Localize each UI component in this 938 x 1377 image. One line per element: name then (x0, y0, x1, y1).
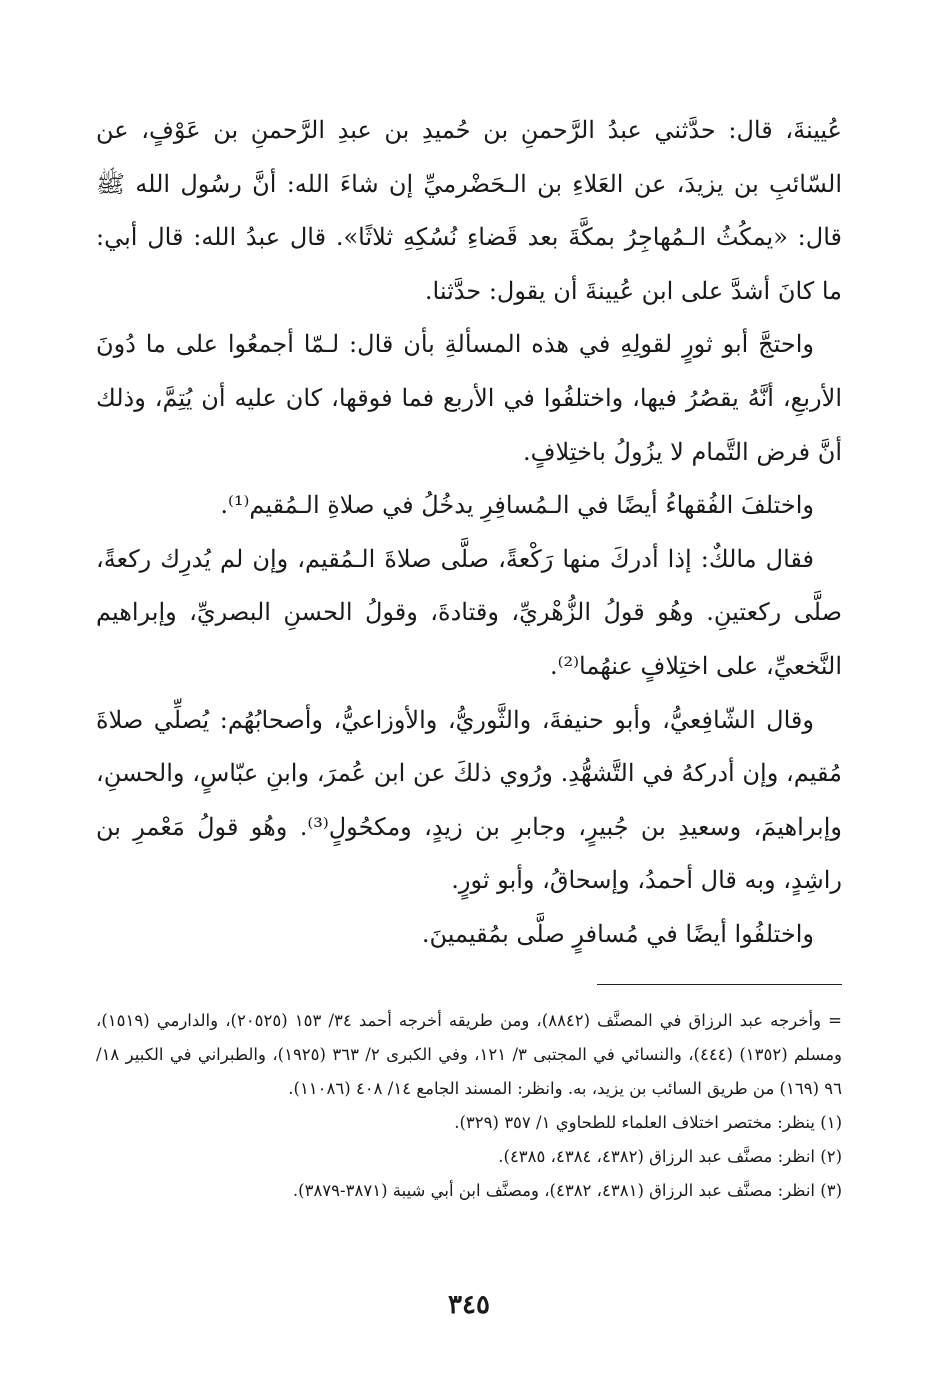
page-number: ٣٤٥ (448, 1290, 490, 1320)
paragraph-shafii: وقال الشّافِعيُّ، وأبو حنيفةَ، والثَّوريُّ، والأوزاعيُّ، وأصحابُهُم: يُصلِّي صلاةَ مُقيم، وإن أدركهُ في التَّشهُّدِ. ورُوي ذلكَ عن ابن عُمرَ، وابنِ عبّاسٍ، والحسنِ، وإبراهيمَ، وسعيدِ بن جُبيرٍ، وجابرِ بن زيدٍ، ومكحُولٍ⁽³⁾. وهُو قولُ مَعْمرِ بن راشِدٍ، وبه قال أحمدُ، وإسحاقُ، وأبو ثورٍ. (96, 705, 842, 895)
footnotes (96, 1004, 842, 1208)
paragraph-musafir: واختلفُوا أيضًا في مُسافرٍ صلَّى بمُقيمينَ. (421, 919, 814, 948)
paragraph-malik: فقال مالكٌ: إذا أدركَ منها رَكْعةً، صلَّى صلاةَ الـمُقيم، وإن لم يُدرِك ركعةً، صلَّى ركعتينِ. وهُو قولُ الزُّهْريِّ، وقتادةَ، وقولُ الحسنِ البصريِّ، وإبراهيم النَّخعيِّ، على اختِلافٍ عنهُما⁽²⁾. (96, 544, 842, 680)
footnote-2: (٢) انظر: مصنَّف عبد الرزاق (٤٣٨٢، ٤٣٨٤، ٤٣٨٥). (498, 1147, 842, 1166)
footnote-1: (١) ينظر: مختصر اختلاف العلماء للطحاوي ١/ ٣٥٧ (٣٢٩). (454, 1113, 842, 1132)
paragraph-fuqaha: واختلفَ الفُقهاءُ أيضًا في الـمُسافِرِ يدخُلُ في صلاةِ الـمُقيم⁽¹⁾. (220, 491, 814, 520)
footnote-continuation: = وأخرجه عبد الرزاق في المصنَّف (٨٨٤٢)، ومن طريقه أخرجه أحمد ٣٤/ ١٥٣ (٢٠٥٢٥)، والدارمي (١٥١٩)، ومسلم (١٣٥٢) (٤٤٤)، والنسائي في المجتبى ٣/ ١٢١، وفي الكبرى ٢/ ٣٦٣ (١٩٢٥)، والطبراني في الكبير ١٨/ ٩٦ (١٦٩) من طريق السائب بن يزيد، به. وانظر: المسند الجامع ١٤/ ٤٠٨ (١١٠٨٦). (96, 1011, 842, 1098)
footnote-3: (٣) انظر: مصنَّف عبد الرزاق (٤٣٨١، ٤٣٨٢)، ومصنَّف ابن أبي شيبة (٣٨٧١-٣٨٧٩). (292, 1181, 842, 1200)
paragraph-hadith: عُيينةَ، قال: حدَّثني عبدُ الرَّحمنِ بن حُميدِ بن عبدِ الرَّحمنِ بن عَوْفٍ، عن السّائبِ بن يزيدَ، عن العَلاءِ بن الـحَضْرميِّ إن شاءَ الله: أنَّ رسُول الله ﷺ قال: «يمكُثُ الـمُهاجِرُ بمكَّةَ بعد قَضاءِ نُسُكِهِ ثلاثًا». قال عبدُ الله: قال أبي: ما كانَ أشدَّ على ابن عُيينةَ أن يقول: حدَّثنا. (96, 116, 842, 305)
main-text (96, 104, 842, 962)
footnote-separator (597, 984, 842, 985)
paragraph-abu-thawr: واحتجَّ أبو ثورٍ لقولِهِ في هذه المسألةِ بأن قال: لـمّا أجمعُوا على ما دُونَ الأربعِ، أنَّهُ يقصُرُ فيها، واختلفُوا في الأربع فما فوقها، كان عليه أن يُتِمَّ، وذلك أنَّ فرض التَّمام لا يزُولُ باختِلافٍ. (96, 330, 842, 466)
